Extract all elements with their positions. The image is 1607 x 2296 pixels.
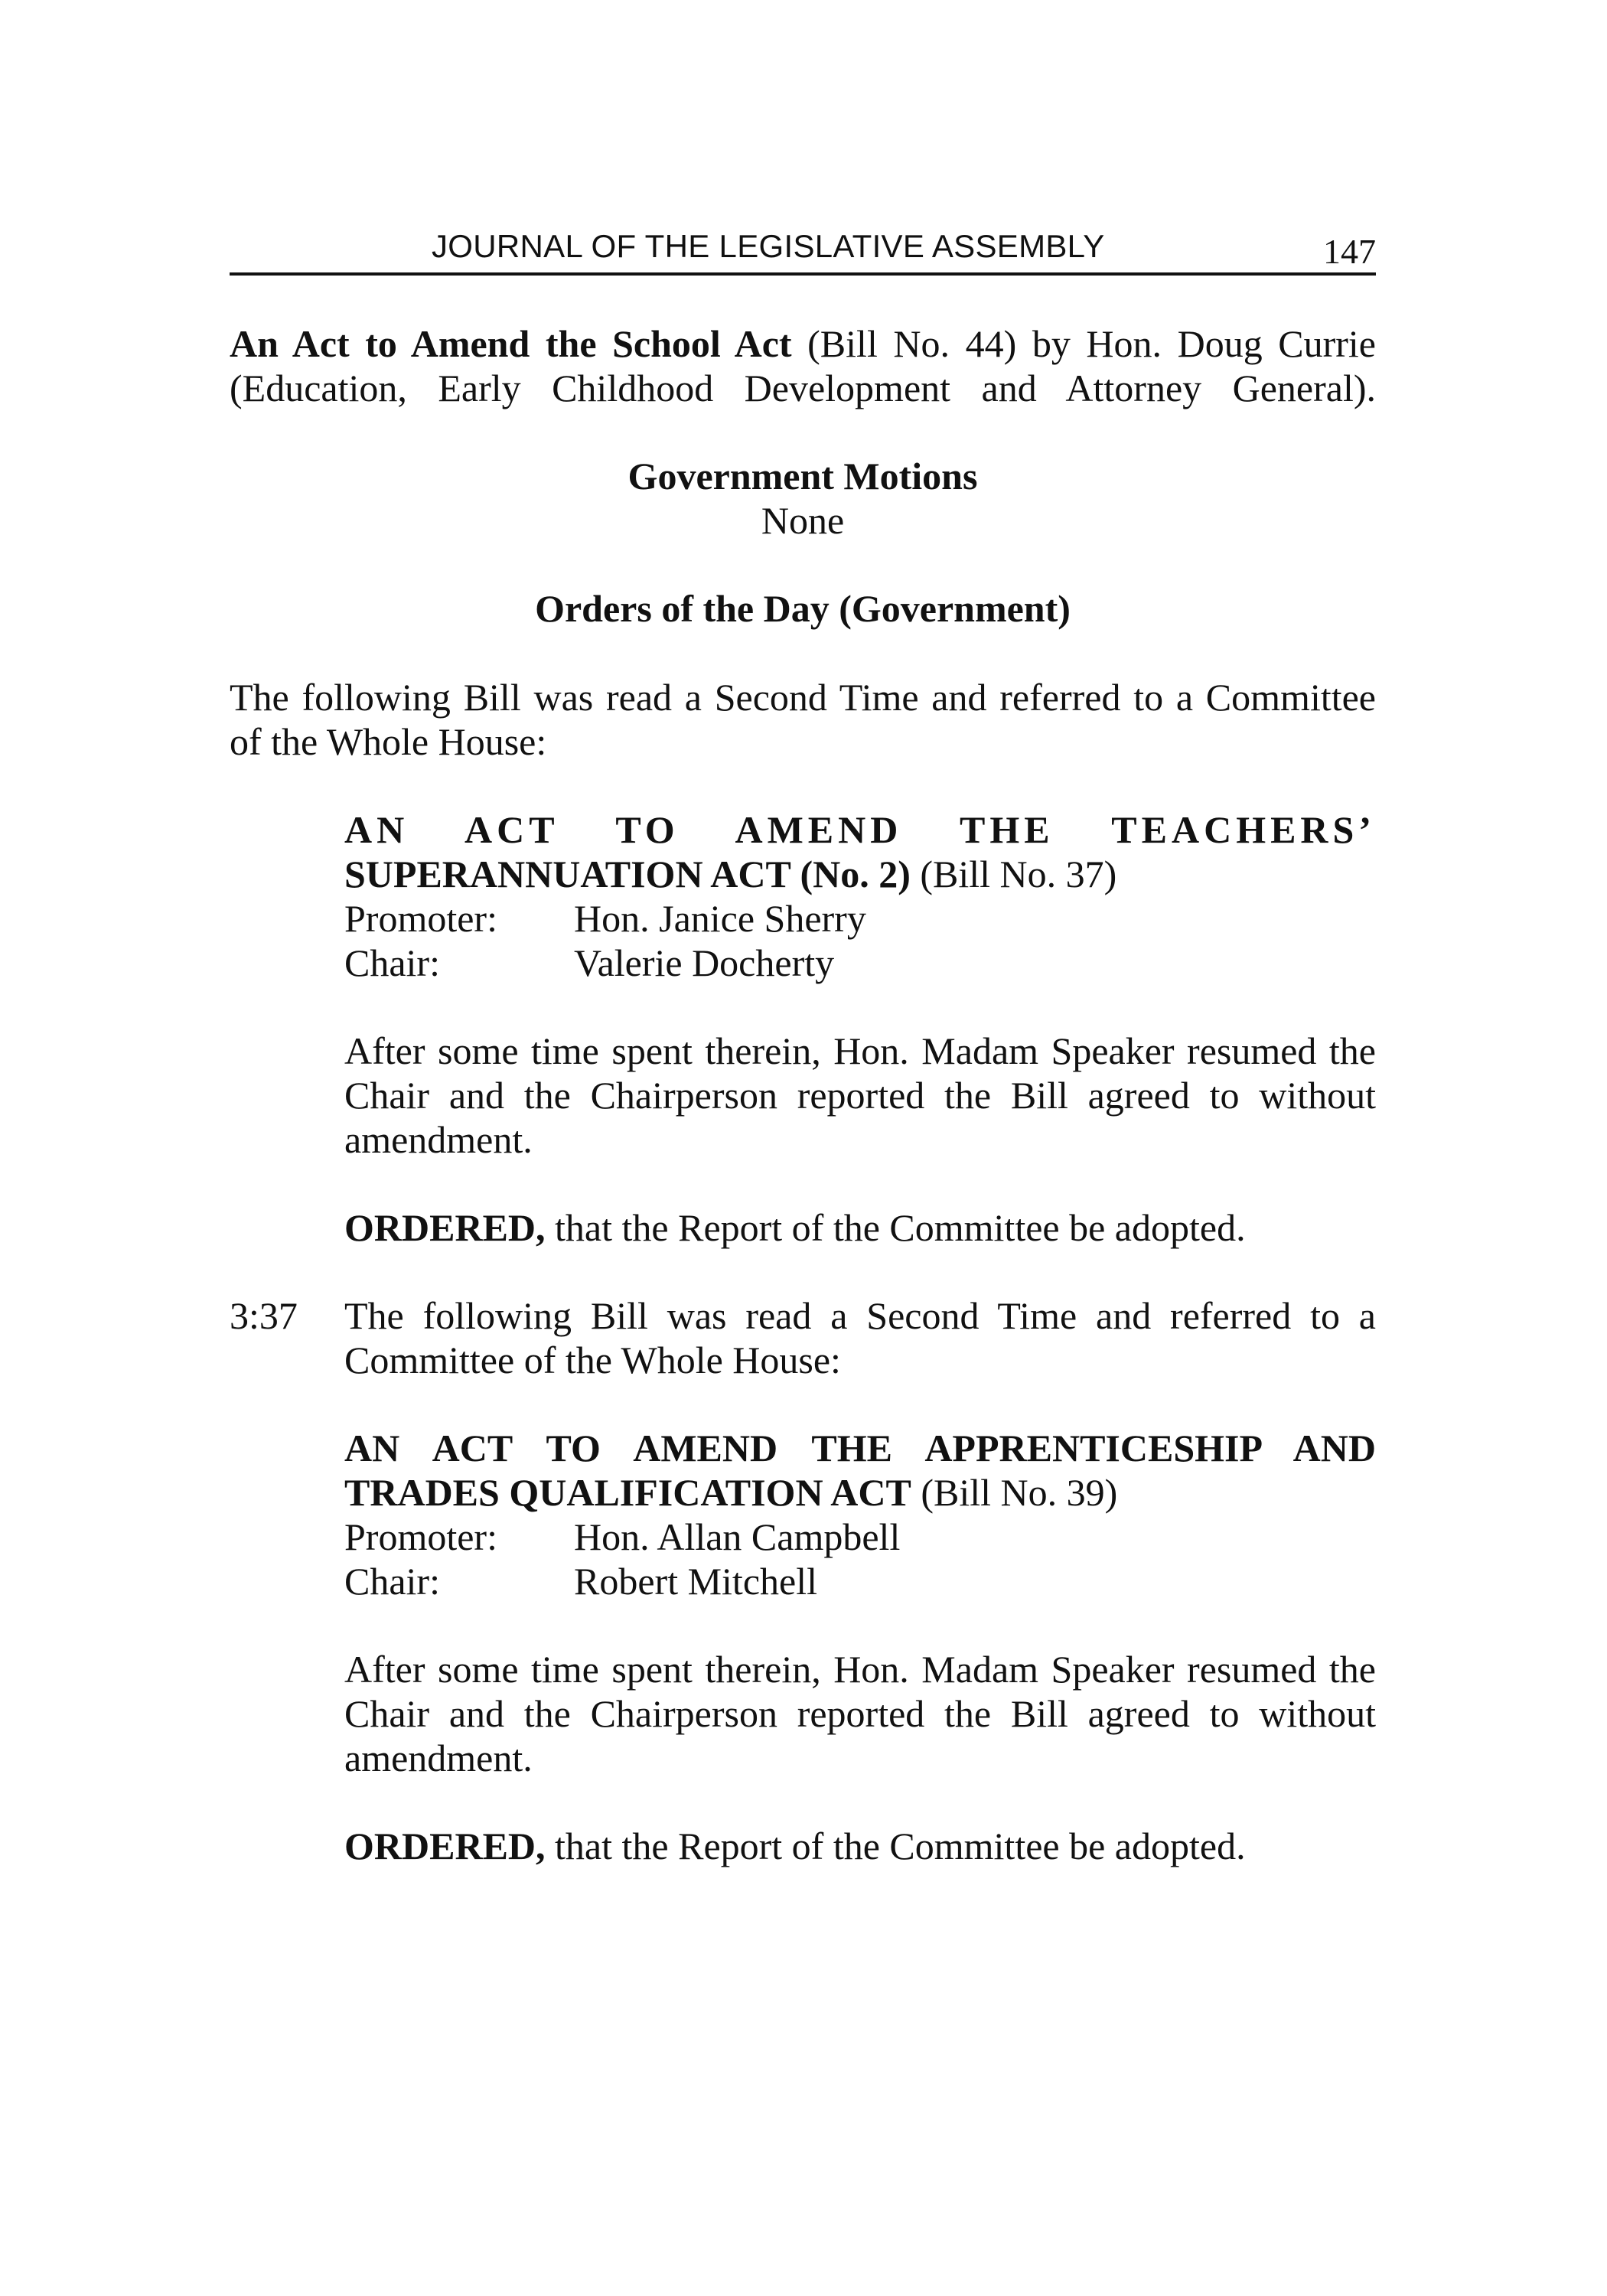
bill-37-ordered-text: that the Report of the Committee be adopted.	[555, 1206, 1246, 1249]
bill-39-report-line-1: After some time spent therein, Hon. Madam Speaker resumed the	[344, 1648, 1376, 1691]
bill-37-title-bold: SUPERANNUATION ACT (No. 2)	[344, 853, 911, 895]
header-rule	[230, 272, 1376, 276]
intro-bill-line-2: (Education, Early Childhood Development and Attorney General).	[230, 367, 1376, 409]
bill-39-number: (Bill No. 39)	[921, 1471, 1118, 1514]
government-motions-heading: Government Motions	[627, 455, 978, 497]
bill-39-ordered	[344, 1824, 1246, 1868]
bill-37-ordered	[344, 1205, 1246, 1250]
bill-39-ordered-label: ORDERED,	[344, 1825, 546, 1867]
running-header	[230, 227, 1376, 274]
bill-39-chair-label: Chair:	[344, 1560, 440, 1603]
bill-39-report-line-3: amendment.	[344, 1737, 533, 1779]
first-reading-line-2: of the Whole House:	[230, 720, 547, 763]
orders-of-the-day-heading: Orders of the Day (Government)	[535, 587, 1071, 630]
bill-37-report-line-2: Chair and the Chairperson reported the Bill agreed to without	[344, 1074, 1376, 1117]
bill-39-title-bold: TRADES QUALIFICATION ACT	[344, 1471, 911, 1514]
bill-39-promoter: Hon. Allan Campbell	[574, 1515, 901, 1558]
bill-37-report-line-3: amendment.	[344, 1118, 533, 1161]
bill-39-ordered-text: that the Report of the Committee be adopted.	[555, 1825, 1246, 1867]
page-number: 147	[1323, 232, 1376, 271]
bill-37-chair: Valerie Docherty	[574, 941, 835, 984]
second-reading-line-1: The following Bill was read a Second Time and referred to a	[344, 1294, 1376, 1337]
second-reading-time: 3:37	[230, 1294, 298, 1337]
bill-39-promoter-label: Promoter:	[344, 1515, 497, 1558]
intro-bill-title: An Act to Amend the School Act	[230, 322, 792, 365]
bill-37-promoter: Hon. Janice Sherry	[574, 897, 866, 940]
bill-39-report-line-2: Chair and the Chairperson reported the Bill agreed to without	[344, 1692, 1376, 1735]
bill-37-title-line-1: AN ACT TO AMEND THE TEACHERS’	[344, 808, 1376, 851]
bill-37-report-line-1: After some time spent therein, Hon. Madam Speaker resumed the	[344, 1029, 1376, 1072]
government-motions-value: None	[761, 499, 845, 542]
bill-37-chair-label: Chair:	[344, 941, 440, 984]
bill-37-promoter-label: Promoter:	[344, 897, 497, 940]
first-reading-line-1: The following Bill was read a Second Time and referred to a Committee	[230, 676, 1376, 719]
bill-39-title-line-1: AN ACT TO AMEND THE APPRENTICESHIP AND	[344, 1427, 1376, 1469]
bill-37-ordered-label: ORDERED,	[344, 1206, 546, 1249]
journal-title: JOURNAL OF THE LEGISLATIVE ASSEMBLY	[432, 228, 1105, 264]
intro-bill-line-1	[230, 321, 1376, 366]
intro-bill-line-1-rest: (Bill No. 44) by Hon. Doug Currie	[807, 322, 1377, 365]
bill-37-number: (Bill No. 37)	[920, 853, 1117, 895]
bill-39-title-line-2	[344, 1470, 1117, 1515]
bill-39-chair: Robert Mitchell	[574, 1560, 817, 1603]
second-reading-line-2: Committee of the Whole House:	[344, 1339, 841, 1381]
bill-37-title-line-2	[344, 852, 1116, 896]
